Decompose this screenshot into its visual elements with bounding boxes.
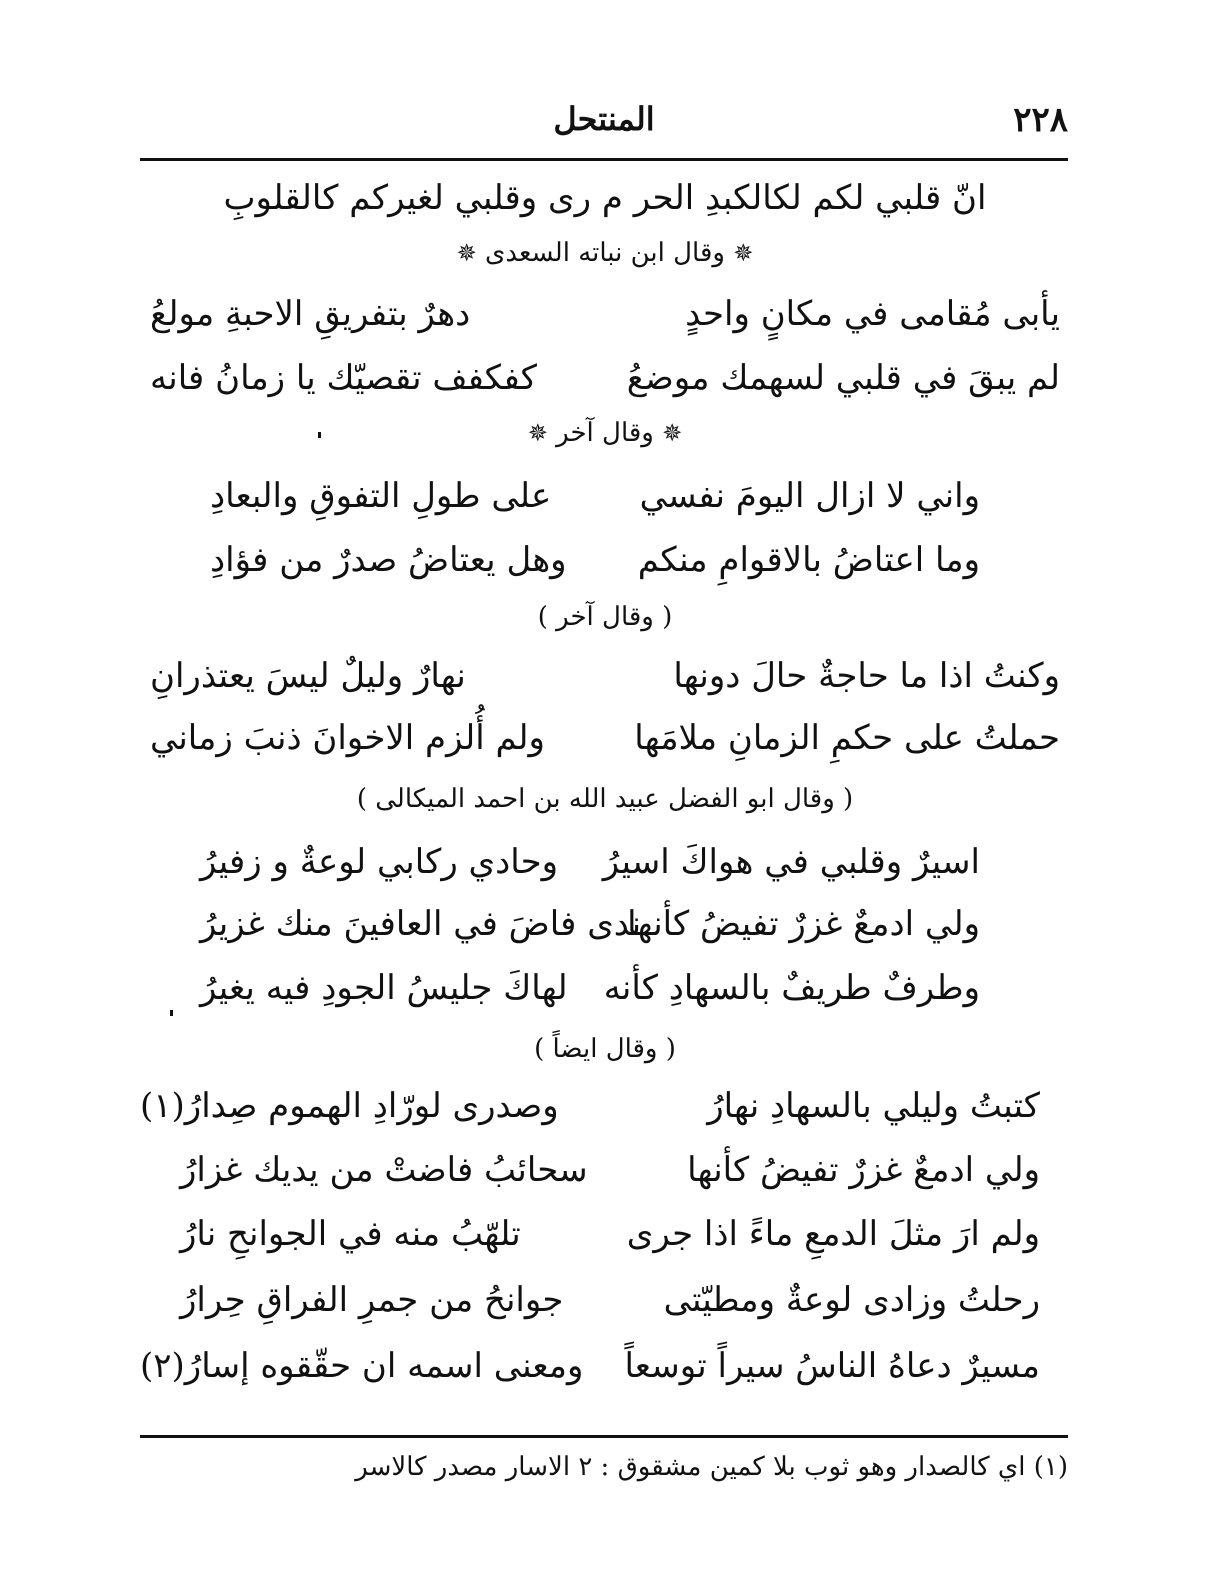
hemistich-left: كفكفف تقصيّك يا زمانُ فانه: [150, 358, 537, 398]
ornament-icon: ✵: [733, 239, 754, 267]
section-heading: [150, 238, 1060, 268]
running-title: المنتحل: [553, 100, 655, 138]
verse-line: [140, 1346, 1060, 1400]
hemistich-right: مسيرٌ دعاهُ الناسُ سيراً توسعاً: [624, 1346, 1040, 1386]
hemistich-left: تلهّبُ منه في الجوانحِ نارُ: [180, 1214, 521, 1254]
section-heading: [150, 418, 1060, 448]
verse-line: [150, 1150, 1060, 1204]
heading-text: وقال آخر: [556, 418, 654, 448]
hemistich-right: حملتُ على حكمِ الزمانِ ملامَها: [634, 718, 1060, 758]
hemistich-left: نهارٌ وليلٌ ليسَ يعتذرانِ: [150, 656, 466, 696]
hemistich-left: وهل يعتاضُ صدرٌ من فؤادِ: [210, 540, 567, 580]
section-heading: ( وقال ابو الفضل عبيد الله بن احمد الميكالى ): [356, 784, 854, 814]
ornament-icon: ✵: [527, 419, 548, 447]
hemistich-left: ندى فاضَ في العافينَ منك غزيرُ: [200, 904, 642, 944]
hemistich-left: دهرٌ بتفريقِ الاحبةِ مولعُ: [150, 294, 471, 334]
page-number: ٢٢٨: [1013, 100, 1068, 140]
hemistich-right: ولم ارَ مثلَ الدمعِ ماءً اذا جرى: [626, 1214, 1040, 1254]
verse-line: [150, 904, 1060, 958]
hemistich-left: سحائبُ فاضتْ من يديك غزارُ: [180, 1150, 588, 1190]
hemistich-left: ومعنى اسمه ان حقّقوه إسارُ(٢): [140, 1346, 584, 1386]
hemistich-right: يأبى مُقامى في مكانٍ واحدٍ: [685, 294, 1060, 334]
hemistich-right: ولي ادمعٌ غزرٌ تفيضُ كأنها: [687, 1150, 1040, 1190]
footnote-rule: [140, 1435, 1068, 1438]
hemistich-right: وكنتُ اذا ما حاجةٌ حالَ دونها: [673, 656, 1060, 696]
hemistich-left: ولم أُلزم الاخوانَ ذنبَ زماني: [150, 718, 545, 758]
verse-line: [150, 968, 1060, 1022]
hemistich-right: وطرفٌ طريفٌ بالسهادِ كأنه: [603, 968, 980, 1008]
hemistich-right: لم يبقَ في قلبي لسهمك موضعُ: [626, 358, 1060, 398]
heading-text: وقال ابن نباته السعدى: [485, 238, 725, 268]
hemistich-right: وما اعتاضُ بالاقوامِ منكم: [637, 540, 980, 580]
hemistich-left: وصدرى لورّادِ الهموم صِدارُ(١): [140, 1086, 559, 1126]
verse-line: [150, 1214, 1060, 1268]
hemistich-right: كتبتُ وليلي بالسهادِ نهارُ: [707, 1086, 1040, 1126]
verse-line: [150, 294, 1060, 348]
footnote: (١) اي كالصدار وهو ثوب بلا كمين مشقوق : ٢ الاسار مصدر كالاسر: [355, 1452, 1068, 1482]
hemistich-left: وحادي ركابي لوعةٌ و زفيرُ: [200, 842, 559, 882]
verse-line: [150, 842, 1060, 896]
hemistich-right: اسيرٌ وقلبي في هواكَ اسيرُ: [602, 842, 980, 882]
page-header: [140, 96, 1068, 152]
verse-line: [140, 1086, 1060, 1140]
section-heading: ( وقال ايضاً ): [534, 1034, 676, 1064]
verse-line: [150, 540, 1060, 594]
hemistich-right: واني لا ازال اليومَ نفسي: [639, 476, 980, 516]
verse-line: [150, 358, 1060, 412]
hemistich-right: ولي ادمعٌ غزرٌ تفيضُ كأنها: [627, 904, 980, 944]
header-rule: [140, 158, 1068, 161]
hemistich-left: على طولِ التفوقِ والبعادِ: [210, 476, 552, 516]
verse-line: [150, 1280, 1060, 1334]
hemistich-left: جوانحُ من جمرِ الفراقِ حِرارُ: [180, 1280, 564, 1320]
ornament-icon: ✵: [456, 239, 477, 267]
print-speck: [170, 1010, 173, 1016]
section-heading: ( وقال آخر ): [537, 602, 673, 632]
hemistich-left: لهاكَ جليسُ الجودِ فيه يغيرُ: [200, 968, 568, 1008]
print-speck: [318, 432, 321, 438]
verse-line: [150, 718, 1060, 772]
verse-line: [150, 476, 1060, 530]
ornament-icon: ✵: [662, 419, 683, 447]
hemistich-right: رحلتُ وزادى لوعةٌ ومطيّتى: [663, 1280, 1040, 1320]
verse-line: انّ قلبي لكم لكالكبدِ الحر م رى وقلبي لغيركم كالقلوبِ: [223, 178, 987, 218]
verse-line: [150, 656, 1060, 710]
